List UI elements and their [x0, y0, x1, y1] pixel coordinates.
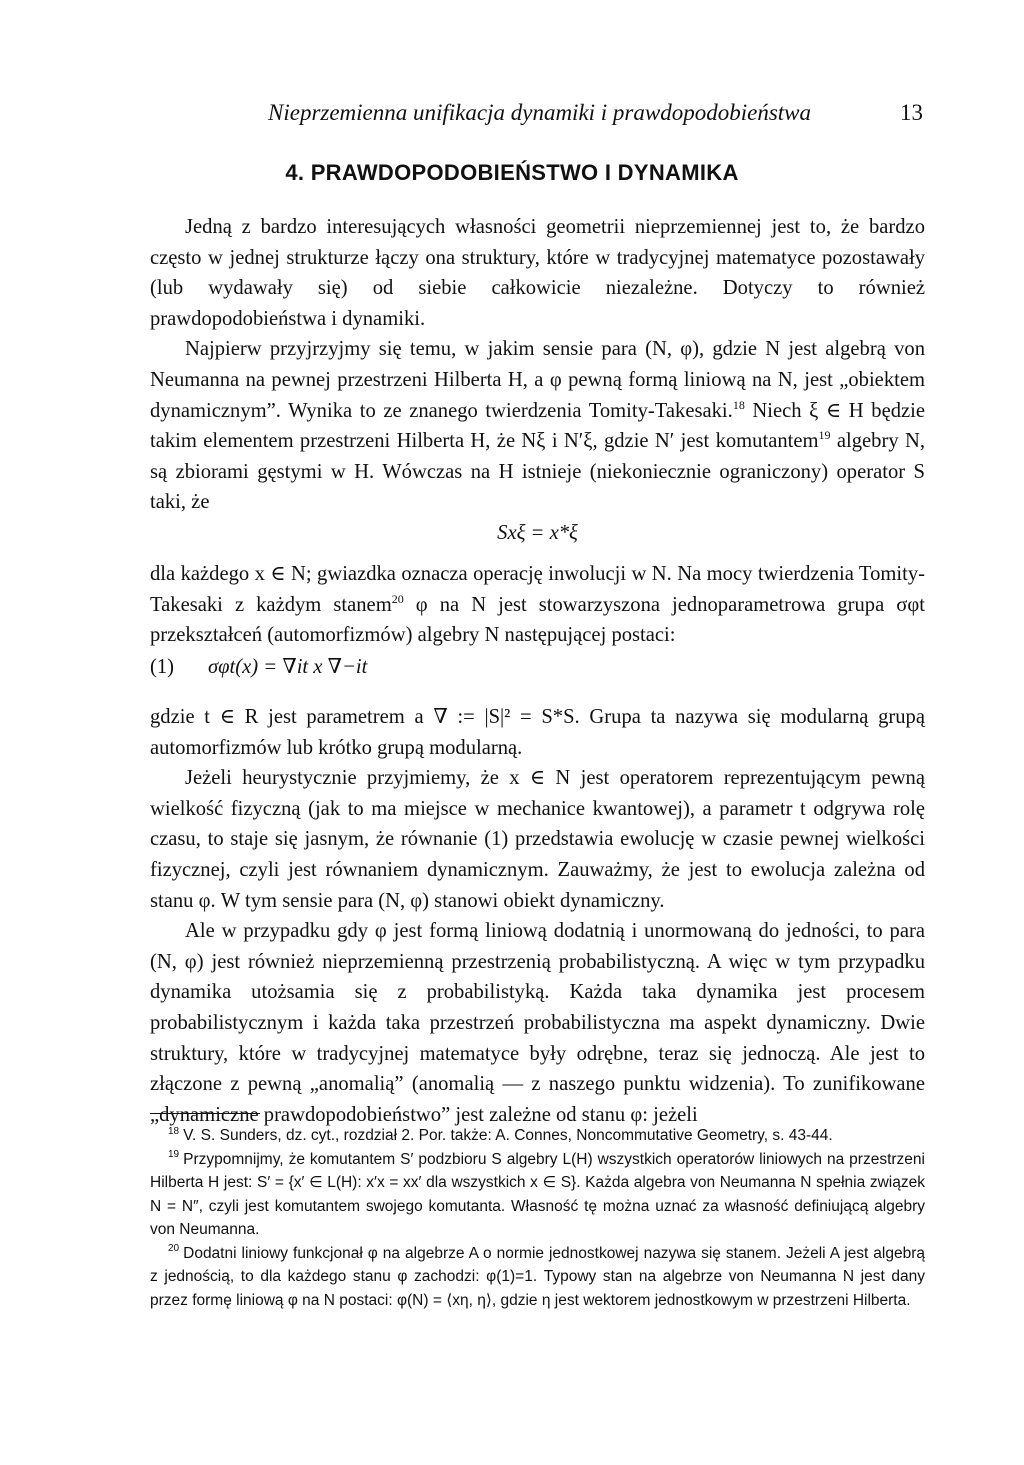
section-heading: 4. PRAWDOPODOBIEŃSTWO I DYNAMIKA	[285, 160, 739, 185]
main-text	[150, 212, 925, 518]
paragraph-4: gdzie t ∈ R jest parametrem a ∇ := |S|² = S*S. Grupa ta nazywa się modularną grupą automorfizmów lub krótko grupą modularną.	[150, 706, 925, 759]
footnote-20	[150, 1242, 925, 1313]
footnote-number: 19	[168, 1149, 180, 1161]
footnote-text: Przypomnijmy, że komutantem S′ podzbioru S algebry L(H) wszystkich operatorów liniowych na przestrzeni Hilberta H jest: S′ = {x′ ∈ L(H): x′x = xx′ dla wszystkich x ∈ S}. Każda algebra von Neumanna N spełnia związek N = N″, czyli jest komutantem swojego komutanta. Własność tę można uznać za własność definiującą algebry von Neumanna.	[150, 1150, 925, 1238]
paragraph-2-part-c: algebry N, są zbiorami gęstymi w H. Wówczas na H istnieje (niekoniecznie ograniczony) operator S taki, że	[150, 430, 925, 514]
paragraph-6: Ale w przypadku gdy φ jest formą liniową dodatnią i unormowaną do jedności, to para (N, φ) jest również nieprzemienną przestrzenią probabilistyczną. A więc w tym przypadku dynamika utożsamia się z probabilistyką. Każda taka dynamika jest procesem probabilistycznym i każda taka przestrzeń probabilistyczna ma aspekt dynamiczny. Dwie struktury, które w tradycyjnej matematyce były odrębne, teraz się jednoczą. Ale jest to złączone z pewną „anomalią” (anomalią — z naszego punktu widzenia). To zunifikowane „dynamiczne prawdopodobieństwo” jest zależne od stanu φ: jeżeli	[150, 920, 925, 1126]
equation-block	[150, 652, 925, 683]
modular-group-equation: σφt(x) = ∇it x ∇−it	[208, 656, 368, 678]
paragraph-3-part-b: φ na N jest stowarzyszona jednoparametrowa grupa σφt przekształceń (automorfizmów) algebry N następującej postaci:	[150, 593, 925, 647]
footnote-ref-18: 18	[732, 397, 745, 412]
paragraph-3	[150, 559, 925, 651]
equation-number: (1)	[150, 656, 175, 678]
footnote-text: V. S. Sunders, dz. cyt., rozdział 2. Por. także: A. Connes, Noncommutative Geometry, s. 43-44.	[183, 1127, 833, 1144]
main-text-final	[150, 702, 925, 1130]
paragraph-2	[150, 334, 925, 518]
footnote-number: 18	[168, 1125, 180, 1137]
running-header-title: Nieprzemienna unifikacja dynamiki i prawdopodobieństwa	[268, 100, 812, 125]
formula-block	[150, 518, 925, 549]
paragraph-2-part-b: Niech ξ ∈ H będzie takim elementem przestrzeni Hilberta H, że Nξ i N′ξ, gdzie N′ jest komutantem	[150, 399, 926, 453]
paragraph-2-part-a: Najpierw przyjrzyjmy się temu, w jakim sensie para (N, φ), gdzie N jest algebrą von Neumanna na pewnej przestrzeni Hilberta H, a φ pewną formą liniową na N, jest „obiektem dynamicznym”. Wynika to ze znanego twierdzenia Tomity-Takesaki.	[150, 338, 925, 422]
footnotes	[150, 1124, 925, 1312]
paragraph-5: Jeżeli heurystycznie przyjmiemy, że x ∈ N jest operatorem reprezentującym pewną wielkość fizyczną (jak to ma miejsce w mechanice kwantowej), a parametr t odgrywa rolę czasu, to staje się jasnym, że równanie (1) przedstawia ewolucję w czasie pewnej wielkości fizycznej, czyli jest równaniem dynamicznym. Zauważmy, że jest to ewolucja zależna od stanu φ. W tym sensie para (N, φ) stanowi obiekt dynamiczny.	[150, 767, 925, 912]
footnote-text: Dodatni liniowy funkcjonał φ na algebrze A o normie jednostkowej nazywa się stanem. Jeżeli A jest algebrą z jednością, to dla każdego stanu φ zachodzi: φ(1)=1. Typowy stan na algebrze von Neumanna N jest dany przez formę liniową φ na N postaci: φ(N) = ⟨xη, η⟩, gdzie η jest wektorem jednostkowym w przestrzeni Hilberta.	[150, 1244, 925, 1309]
main-text-continued	[150, 559, 925, 651]
page-number: 13	[900, 100, 923, 125]
footnote-19	[150, 1148, 925, 1242]
paragraph-1: Jedną z bardzo interesujących własności geometrii nieprzemiennej jest to, że bardzo często w jednej strukturze łączy ona struktury, które w tradycyjnej matematyce pozostawały (lub wydawały się) od siebie całkowicie niezależne. Dotyczy to również prawdopodobieństwa i dynamiki.	[150, 216, 925, 330]
footnote-ref-20: 20	[391, 591, 404, 606]
footnote-ref-19: 19	[818, 428, 831, 443]
footnote-separator	[150, 1113, 260, 1114]
modular-operator-formula: Sxξ = x*ξ	[497, 522, 578, 544]
equation-1	[150, 652, 925, 683]
footnote-number: 20	[168, 1243, 180, 1255]
footnote-18	[150, 1124, 925, 1148]
paragraph-3-part-a: dla każdego x ∈ N; gwiazdka oznacza operację inwolucji w N. Na mocy twierdzenia Tomity-Takesaki z każdym stanem	[150, 563, 925, 616]
